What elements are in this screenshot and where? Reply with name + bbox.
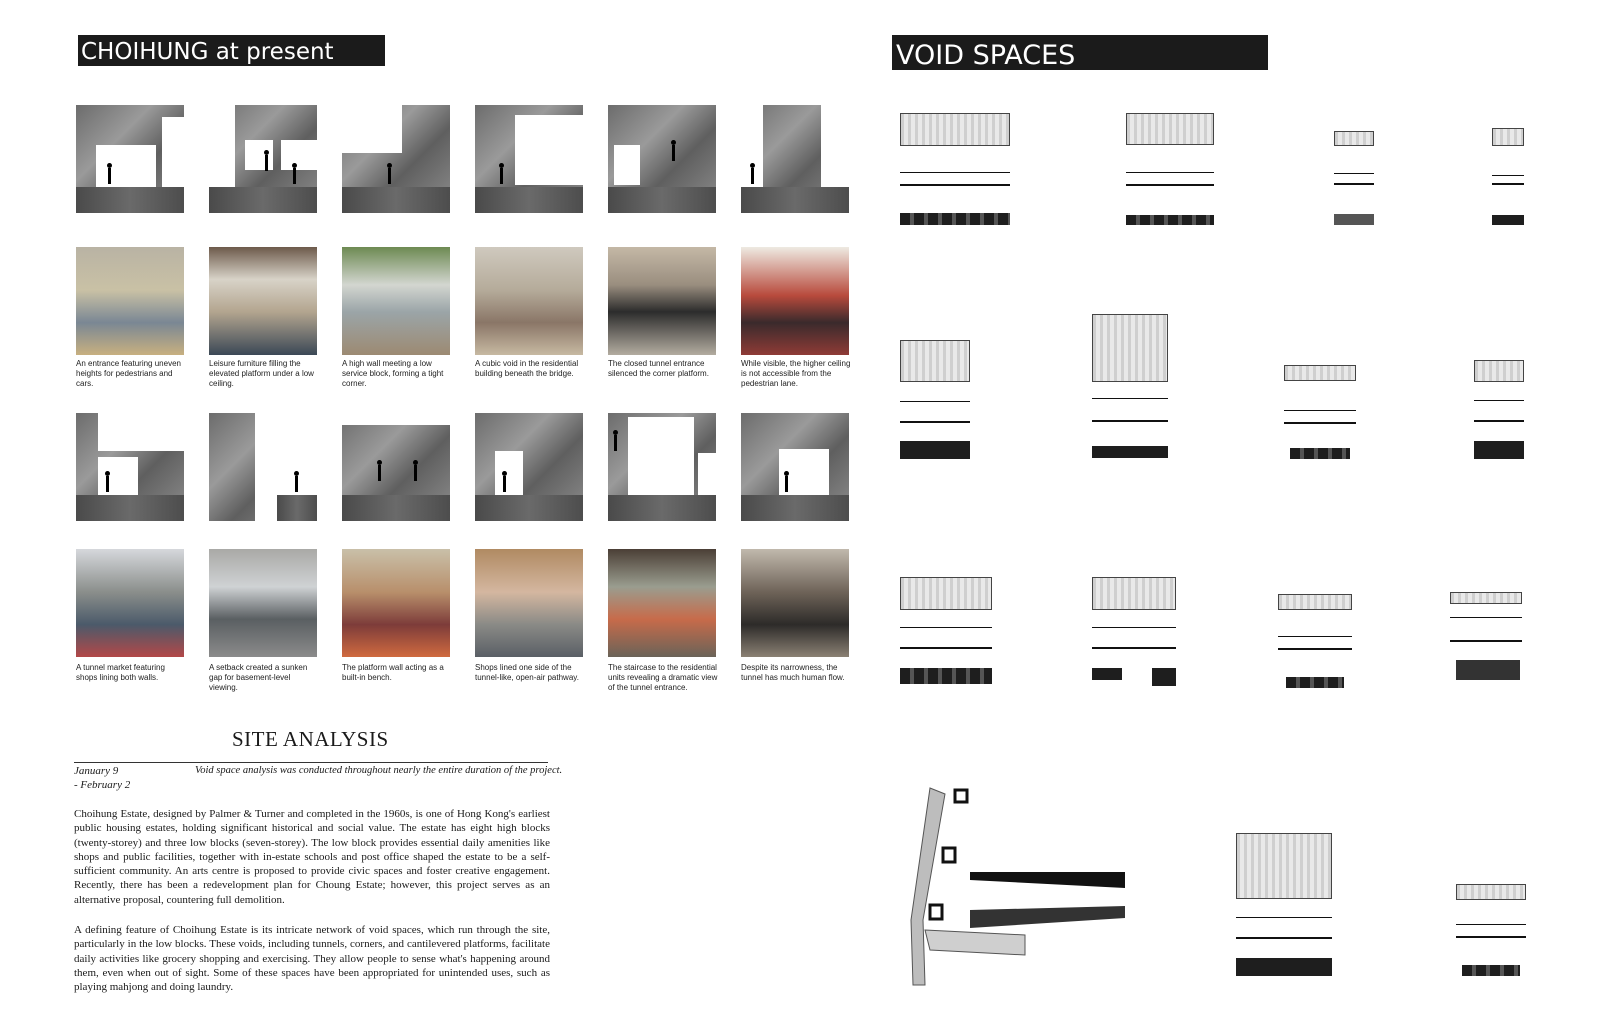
elevation-drawing [1152, 668, 1176, 686]
photo-caption: The closed tunnel entrance silenced the corner platform. [608, 359, 709, 378]
section-drawing [1474, 400, 1524, 422]
plan-drawing [1092, 577, 1176, 610]
date-start: January 9 [74, 765, 119, 777]
plan-drawing [1474, 360, 1524, 382]
section-drawing [1236, 917, 1332, 939]
section-drawing [1126, 172, 1214, 186]
elevation-drawing [900, 668, 992, 684]
elevation-drawing [1126, 215, 1214, 225]
photo-caption: A cubic void in the residential building beneath the bridge. [475, 359, 579, 378]
plan-drawing [1278, 594, 1352, 610]
section-drawing [1334, 173, 1374, 185]
photo-caption: A setback created a sunken gap for basement-level viewing. [209, 663, 308, 692]
photo-caption: Shops lined one side of the tunnel-like, open-air pathway. [475, 663, 579, 682]
plan-drawing [1092, 314, 1168, 382]
void-spaces-title: VOID SPACES [892, 35, 1268, 70]
date-end: - February 2 [74, 779, 131, 791]
plan-drawing [1284, 365, 1356, 381]
site-analysis-title: SITE ANALYSIS [232, 727, 389, 751]
plan-drawing [1450, 592, 1522, 604]
plan-drawing [1492, 128, 1524, 146]
section-drawing [1092, 627, 1176, 649]
section-drawing [900, 172, 1010, 186]
body-paragraph: Choihung Estate, designed by Palmer & Turner and completed in the 1960s, is one of Hong Kong's earliest public housing estates, holding significant historical and social value. The estate has eight high blocks (twenty-storey) and three low blocks (seven-storey). The low block provides essential daily amenities like shops and public facilities, together with in-estate schools and post office shaped the estate to be a self-sufficient community. An arts centre is proposed to provide civic spaces and foster creative engagement. Recently, there has been a redevelopment plan for Choung Estate; however, this project serves as an alternative proposal, countering full demolition. [74, 808, 550, 906]
photo-caption: The staircase to the residential units revealing a dramatic view of the tunnel entrance. [608, 663, 718, 692]
elevation-drawing [1236, 958, 1332, 976]
section-drawing [1492, 175, 1524, 185]
analysis-note: Void space analysis was conducted throughout nearly the entire duration of the project. [195, 765, 563, 776]
plan-drawing [1126, 113, 1214, 145]
plan-drawing [900, 340, 970, 382]
elevation-drawing [1092, 668, 1122, 680]
photo-caption: An entrance featuring uneven heights for pedestrians and cars. [76, 359, 181, 388]
site-plan-drawing [895, 780, 1135, 1000]
section-drawing [900, 627, 992, 649]
section-drawing [1450, 617, 1522, 642]
photo-caption: Leisure furniture filling the elevated platform under a low ceiling. [209, 359, 314, 388]
plan-drawing [900, 113, 1010, 146]
elevation-drawing [1456, 660, 1520, 680]
elevation-drawing [1462, 965, 1520, 976]
elevation-drawing [1092, 446, 1168, 458]
elevation-drawing [1286, 677, 1344, 688]
elevation-drawing [900, 441, 970, 459]
section-drawing [1092, 398, 1168, 422]
section-drawing [1456, 924, 1526, 938]
elevation-drawing [1474, 441, 1524, 459]
body-paragraph: A defining feature of Choihung Estate is its intricate network of void spaces, which run through the site, particularly in the low blocks. These voids, including tunnels, corners, and cantilevered platforms, facilitate daily activities like grocery shopping and exercising. They allow people to sense what's happening around them, even when out of sight. Some of these spaces have been appropriated for unintended uses, such as playing mahjong and doing laundry. [74, 924, 550, 994]
photo-caption: A tunnel market featuring shops lining both walls. [76, 663, 165, 682]
plan-drawing [900, 577, 992, 610]
plan-drawing [1236, 833, 1332, 899]
elevation-drawing [1334, 214, 1374, 225]
elevation-drawing [900, 213, 1010, 225]
section-drawing [900, 401, 970, 423]
photo-caption: Despite its narrowness, the tunnel has much human flow. [741, 663, 845, 682]
plan-drawing [1456, 884, 1526, 900]
page-title: CHOIHUNG at present [78, 35, 385, 66]
section-drawing [1278, 636, 1352, 650]
photo-caption: The platform wall acting as a built-in bench. [342, 663, 444, 682]
section-drawing [1284, 410, 1356, 424]
plan-drawing [1334, 131, 1374, 146]
elevation-drawing [1492, 215, 1524, 225]
photo-caption: A high wall meeting a low service block, forming a tight corner. [342, 359, 444, 388]
photo-caption: While visible, the higher ceiling is not accessible from the pedestrian lane. [741, 359, 851, 388]
elevation-drawing [1290, 448, 1350, 459]
